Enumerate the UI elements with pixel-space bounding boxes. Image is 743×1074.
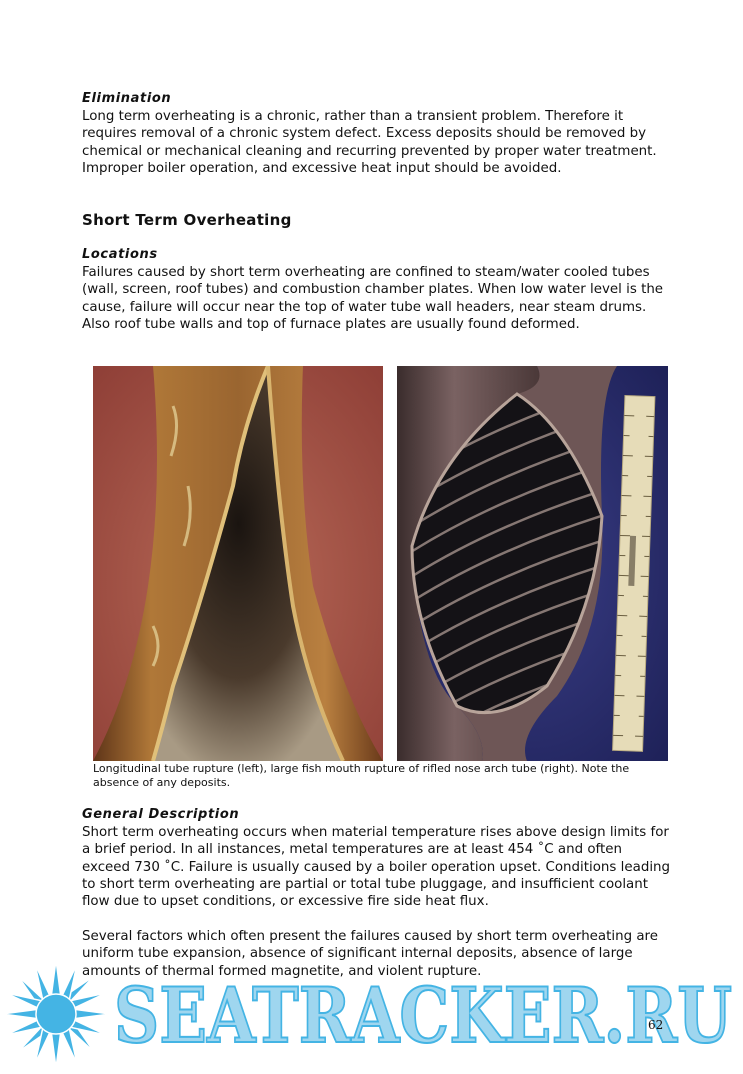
photo-fish-mouth-rupture (397, 366, 668, 761)
page-number: 62 (648, 1018, 664, 1032)
elimination-heading: Elimination (82, 91, 172, 106)
watermark (112, 976, 737, 1052)
watermark-text: SEATRACKER.RU (114, 976, 732, 1052)
general-description-paragraph-2: Several factors which often present the failures caused by short term overheating are uniform tube expansion, absence of significant internal deposits, absence of large amounts of thermal formed magnetite, and violent rupture. (82, 929, 658, 979)
general-description-paragraph-1: Short term overheating occurs when material temperature rises above design limits for a brief period. In all instances, metal temperatures are at least 454 ˚C and often exceed 730 ˚C. Failure is usually caused by a boiler operation upset. Conditions leading to short term overheating are partial or total tube pluggage, and insufficient coolant flow due to upset conditions, or excessive fire side heat flux. (82, 825, 671, 910)
general-description-heading: General Description (82, 807, 240, 822)
figure-caption: Longitudinal tube rupture (left), large fish mouth rupture of rifled nose arch tube (right). Note the absence of any deposits. (93, 762, 630, 789)
elimination-paragraph: Long term overheating is a chronic, rather than a transient problem. Therefore it requires removal of a chronic system defect. Excess deposits should be removed by chemical or mechanical cleaning and recurring prevented by proper water treatment. Improper boiler operation, and excessive heat input should be avoided. (82, 109, 657, 176)
photo-longitudinal-rupture (93, 366, 383, 761)
locations-paragraph: Failures caused by short term overheating are confined to steam/water cooled tubes (wall, screen, roof tubes) and combustion chamber plates. When low water level is the cause, failure will occur near the top of water tube wall headers, near steam drums. Also roof tube walls and top of furnace plates are usually found deformed. (82, 265, 664, 332)
locations-heading: Locations (82, 247, 158, 262)
sun-logo-icon (0, 958, 112, 1070)
section-title: Short Term Overheating (82, 211, 292, 229)
